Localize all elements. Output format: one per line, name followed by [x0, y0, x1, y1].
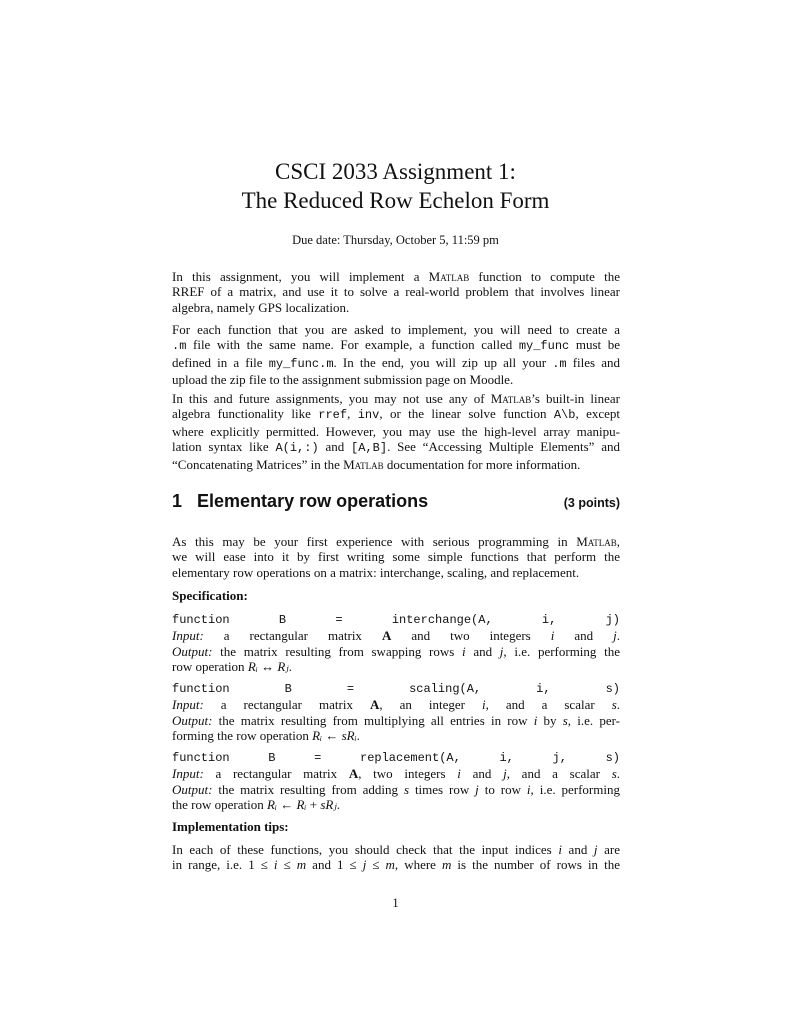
text-segment: a rectangular matrix: [203, 628, 382, 644]
section-intro-paragraph: [172, 534, 620, 580]
text-segment: ≤: [366, 857, 386, 873]
text-line: [172, 300, 620, 315]
text-segment: R: [247, 659, 256, 675]
text-segment: +: [306, 797, 321, 813]
text-segment: , two integers: [358, 766, 458, 782]
text-line: [172, 372, 620, 387]
text-segment: Matlab: [490, 391, 532, 406]
text-segment: .: [616, 697, 620, 713]
text-segment: ᵢ: [320, 728, 323, 744]
code-text: [A,B]: [351, 441, 388, 456]
text-line: [172, 588, 620, 603]
text-line: [172, 322, 620, 337]
text-segment: ⱼ: [333, 797, 337, 813]
text-segment: algebra, namely GPS localization.: [172, 299, 350, 315]
text-line: [172, 406, 620, 423]
text-segment: Specification:: [172, 588, 248, 603]
text-line: [172, 549, 620, 564]
text-segment: m: [441, 857, 452, 873]
text-segment: defined in a file: [172, 354, 269, 370]
text-line: [172, 782, 620, 797]
code-text: rref: [318, 408, 348, 423]
text-segment: and: [554, 628, 614, 644]
intro-paragraph: [172, 269, 620, 315]
code-text: inv: [357, 408, 380, 423]
text-line: [172, 391, 620, 406]
text-segment: i: [481, 697, 486, 713]
text-segment: Output:: [172, 781, 213, 797]
text-segment: , i.e. performing: [530, 781, 620, 797]
text-segment: “Concatenating Matrices” in the: [172, 456, 344, 472]
text-segment: In each of these functions, you should check that the input indices: [172, 842, 559, 857]
code-text: A\b: [553, 408, 576, 423]
text-segment: and: [460, 766, 504, 782]
text-segment: and: [561, 842, 594, 857]
text-segment: Output:: [172, 643, 213, 659]
text-segment: m: [385, 857, 395, 873]
text-line: [172, 857, 620, 872]
text-segment: .: [336, 797, 341, 813]
text-segment: R: [266, 797, 275, 813]
text-segment: j: [362, 857, 367, 873]
text-segment: documentation for more information.: [383, 456, 581, 472]
text-segment: , except: [575, 406, 621, 422]
text-line: [172, 644, 620, 659]
text-segment: s: [611, 766, 617, 782]
text-line: [172, 697, 620, 712]
text-segment: , i.e. per-: [567, 712, 620, 728]
replacement-spec: [172, 749, 620, 813]
interchange-spec: [172, 611, 620, 675]
text-line: [172, 713, 620, 728]
text-segment: i: [273, 857, 278, 873]
text-segment: the matrix resulting from multiplying all entries in row: [212, 712, 534, 728]
text-line: [172, 628, 620, 643]
text-segment: For each function that you are asked to implement, you will need to create a: [172, 322, 620, 337]
text-segment: Matlab: [428, 269, 470, 284]
section-points: (3 points): [563, 496, 620, 510]
restrictions-paragraph: [172, 391, 620, 472]
text-segment: j: [499, 643, 504, 659]
text-segment: j: [475, 781, 479, 797]
text-line: [172, 439, 620, 456]
text-segment: in range, i.e. 1 ≤: [172, 857, 274, 873]
text-segment: i: [550, 628, 555, 644]
title-line-2: The Reduced Row Echelon Form: [241, 188, 550, 213]
text-segment: .: [616, 766, 620, 782]
text-segment: m: [296, 857, 307, 873]
text-segment: Input:: [172, 628, 204, 644]
text-line: [172, 565, 620, 580]
text-segment: ←: [322, 728, 342, 744]
text-segment: and 1 ≤: [306, 857, 363, 873]
text-segment: Matlab: [343, 456, 384, 472]
text-line: [172, 611, 620, 628]
text-line: [172, 749, 620, 766]
text-segment: sR: [320, 797, 334, 813]
text-segment: by: [537, 712, 563, 728]
text-line: [172, 269, 620, 284]
text-line: [172, 680, 620, 697]
text-segment: s: [611, 697, 617, 713]
text-segment: j: [613, 628, 617, 644]
text-segment: , i.e. performing the: [503, 643, 620, 659]
code-text: my_func.m: [268, 356, 334, 371]
text-segment: and: [465, 643, 500, 659]
text-segment: must be: [569, 337, 620, 353]
text-segment: a rectangular matrix: [203, 766, 349, 782]
text-segment: ᵢ: [274, 797, 277, 813]
text-segment: Implementation tips:: [172, 819, 289, 834]
text-segment: RREF of a matrix, and use it to solve a real-world problem that involves linear: [172, 284, 620, 300]
text-segment: . In the end, you will zip up all your: [333, 354, 553, 370]
text-line: [172, 457, 620, 472]
section-heading: [172, 491, 620, 512]
text-segment: i: [558, 842, 562, 857]
text-segment: A: [381, 628, 392, 644]
text-segment: is the number of rows in the: [451, 857, 620, 873]
text-segment: i: [526, 781, 531, 797]
section-title-text: Elementary row operations: [197, 491, 429, 511]
text-segment: i: [462, 643, 466, 659]
text-segment: the row operation: [172, 797, 267, 813]
text-line: [172, 534, 620, 549]
files-paragraph: [172, 322, 620, 388]
text-segment: ᵢ: [354, 728, 357, 744]
implementation-tips-heading: [172, 819, 620, 834]
text-segment: j: [593, 842, 598, 857]
text-segment: sR: [341, 728, 355, 744]
text-segment: Output:: [172, 712, 213, 728]
text-segment: j: [503, 766, 507, 782]
due-date: Due date: Thursday, October 5, 11:59 pm: [292, 233, 499, 247]
code-text: .m: [552, 356, 567, 371]
text-segment: file with the same name. For example, a function called: [186, 337, 519, 353]
text-segment: , and a scalar: [506, 766, 612, 782]
text-segment: algebra functionality like: [172, 406, 319, 422]
text-segment: R: [277, 659, 286, 675]
text-segment: ,: [616, 534, 620, 549]
text-segment: ’s built-in linear: [531, 391, 620, 406]
text-segment: R: [312, 728, 321, 744]
text-segment: function to compute the: [469, 269, 620, 284]
text-line: [172, 355, 620, 372]
text-segment: ⱼ: [285, 659, 289, 675]
text-segment: the matrix resulting from swapping rows: [212, 643, 462, 659]
text-segment: Matlab: [576, 534, 617, 549]
text-line: [172, 819, 620, 834]
text-segment: to row: [478, 781, 527, 797]
text-segment: .: [288, 659, 292, 675]
text-segment: ,: [347, 406, 358, 422]
page-number: 1: [392, 896, 399, 910]
text-segment: the matrix resulting from adding: [212, 781, 404, 797]
text-line: [172, 842, 620, 857]
code-text: .m: [172, 339, 187, 354]
text-segment: where explicitly permitted. However, you may use the high-level array manipu-: [172, 423, 620, 439]
text-segment: . See “Accessing Multiple Elements” and: [387, 439, 620, 455]
text-segment: a rectangular matrix: [203, 697, 370, 713]
text-line: [172, 797, 620, 812]
text-segment: i: [457, 766, 461, 782]
text-segment: Input:: [172, 766, 204, 782]
text-segment: elementary row operations on a matrix: interchange, scaling, and replacement.: [172, 564, 580, 580]
section-title: [172, 491, 428, 512]
text-segment: s: [403, 781, 410, 797]
text-segment: i: [533, 712, 538, 728]
text-segment: ↔: [257, 659, 278, 675]
text-segment: and two integers: [391, 628, 551, 644]
text-segment: upload the zip file to the assignment submission page on Moodle.: [172, 372, 514, 388]
text-segment: As this may be your first experience with serious programming in: [172, 534, 577, 549]
code-text: function B = scaling(A, i, s): [172, 682, 620, 696]
text-line: [172, 337, 620, 354]
text-segment: files and: [566, 354, 620, 370]
text-segment: .: [616, 628, 620, 644]
text-segment: In this and future assignments, you may not use any of: [172, 391, 491, 406]
text-line: [172, 659, 620, 674]
text-segment: , or the linear solve function: [379, 406, 554, 422]
code-text: my_func: [518, 339, 570, 354]
text-line: [172, 424, 620, 439]
text-segment: A: [348, 766, 359, 782]
text-segment: s: [562, 712, 568, 728]
text-segment: we will ease into it by first writing some simple functions that perform the: [172, 549, 620, 565]
text-segment: , and a scalar: [485, 697, 612, 713]
text-segment: are: [597, 842, 621, 857]
text-line: [172, 728, 620, 743]
text-line: [172, 766, 620, 781]
text-segment: , where: [394, 857, 442, 873]
text-segment: and: [318, 439, 352, 455]
text-segment: , an integer: [379, 697, 482, 713]
text-segment: ᵢ: [304, 797, 307, 813]
text-segment: ᵢ: [255, 659, 258, 675]
section-number: 1: [172, 491, 183, 511]
code-text: A(i,:): [275, 441, 319, 456]
text-segment: A: [369, 697, 380, 713]
text-segment: Input:: [172, 697, 204, 713]
title-line-1: CSCI 2033 Assignment 1:: [275, 159, 516, 184]
text-segment: .: [356, 728, 360, 744]
text-line: [172, 284, 620, 299]
code-text: function B = replacement(A, i, j, s): [172, 751, 620, 765]
text-segment: R: [296, 797, 305, 813]
text-segment: row operation: [172, 659, 248, 675]
tips-paragraph: [172, 842, 620, 873]
specification-heading: [172, 588, 620, 603]
text-segment: ≤: [277, 857, 297, 873]
text-segment: times row: [409, 781, 476, 797]
text-segment: lation syntax like: [172, 439, 276, 455]
code-text: function B = interchange(A, i, j): [172, 613, 620, 627]
text-segment: In this assignment, you will implement a: [172, 269, 429, 284]
scaling-spec: [172, 680, 620, 744]
text-segment: forming the row operation: [172, 728, 313, 744]
text-segment: ←: [276, 797, 297, 813]
